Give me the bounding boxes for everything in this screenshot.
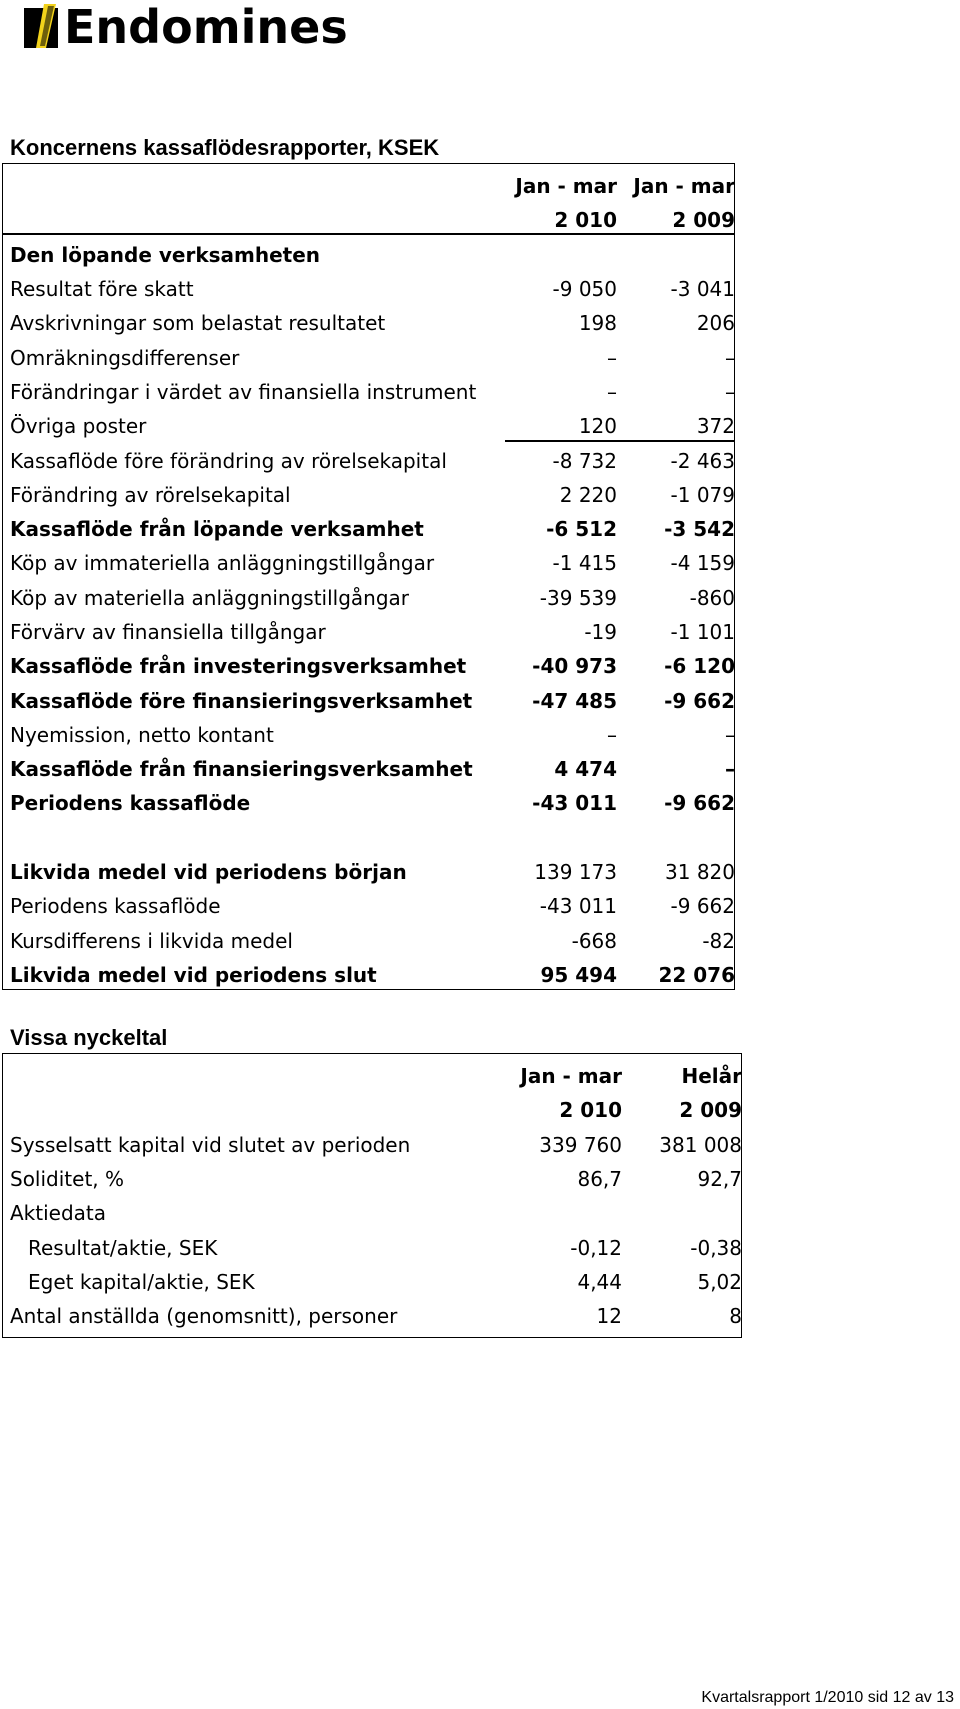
row-value: -47 485	[532, 688, 617, 713]
table-row	[2, 1162, 742, 1196]
header-cell	[2, 203, 482, 237]
row-value: -2 463	[670, 448, 735, 473]
table-row	[2, 409, 735, 443]
row-value: 31 820	[665, 860, 735, 885]
header-cell	[2, 169, 482, 203]
row-label: Nyemission, netto kontant	[10, 722, 274, 747]
row-value: 12	[596, 1304, 622, 1329]
header-cell: 2 010	[559, 1098, 622, 1123]
row-value: -43 011	[532, 791, 617, 816]
row-value: -39 539	[539, 585, 617, 610]
row-label: Omräkningsdifferenser	[10, 345, 240, 370]
table-row	[2, 1299, 742, 1333]
row-value: 95 494	[540, 962, 617, 987]
row-value: 5,02	[697, 1269, 742, 1294]
table-row	[2, 786, 735, 820]
row-label: Avskrivningar som belastat resultatet	[10, 311, 386, 336]
table-row	[2, 512, 735, 546]
row-value: -9 662	[670, 894, 735, 919]
row-value: -1 101	[670, 620, 735, 644]
row-label: Förändring av rörelsekapital	[10, 482, 291, 507]
row-label: Soliditet, %	[10, 1167, 125, 1192]
row-value: -860	[689, 585, 735, 610]
row-value: 8	[729, 1304, 742, 1329]
company-logo	[22, 2, 348, 52]
row-label: Kassaflöde från finansieringsverksamhet	[10, 757, 473, 782]
table-row	[2, 958, 735, 992]
table-row	[2, 238, 735, 272]
row-value: –	[725, 379, 735, 404]
row-value: 22 076	[658, 962, 735, 987]
row-label: Förvärv av finansiella tillgångar	[10, 620, 326, 644]
table-row	[2, 272, 735, 306]
row-label: Övriga poster	[10, 414, 147, 439]
row-value: –	[725, 722, 735, 747]
table-row	[2, 855, 735, 889]
row-value: 92,7	[697, 1167, 742, 1192]
row-label: Sysselsatt kapital vid slutet av perioden	[10, 1132, 411, 1157]
header-cell: Helår	[681, 1064, 742, 1089]
table-row	[2, 1265, 742, 1299]
row-value: –	[725, 757, 735, 782]
table-row	[2, 546, 735, 580]
row-value	[482, 821, 617, 855]
header-cell: 2 009	[679, 1098, 742, 1123]
row-label: Köp av immateriella anläggningstillgångar	[10, 551, 435, 576]
row-value: -1 079	[670, 482, 735, 507]
row-label: Kassaflöde före förändring av rörelsekapital	[10, 448, 447, 473]
row-value: -40 973	[532, 654, 617, 679]
table-row	[2, 752, 735, 786]
page-footer: Kvartalsrapport 1/2010 sid 12 av 13	[701, 1689, 954, 1706]
row-value: -0,38	[690, 1235, 742, 1260]
row-value: -3 041	[670, 277, 735, 302]
table-header-row	[2, 1093, 742, 1127]
row-label: Aktiedata	[10, 1201, 107, 1226]
header-cell: 2 010	[554, 208, 617, 233]
table-row	[2, 443, 735, 477]
row-value: 381 008	[659, 1132, 742, 1157]
row-value: -4 159	[670, 551, 735, 576]
row-value: 198	[578, 311, 617, 336]
table-row	[2, 889, 735, 923]
row-value: 339 760	[539, 1132, 622, 1157]
row-value	[482, 238, 617, 272]
row-value: -0,12	[570, 1235, 622, 1260]
table-row	[2, 924, 735, 958]
row-label: Kassaflöde från investeringsverksamhet	[10, 654, 467, 679]
header-cell: Jan - mar	[633, 174, 735, 199]
row-label: Resultat före skatt	[10, 277, 194, 302]
row-label: Resultat/aktie, SEK	[28, 1235, 218, 1260]
row-label: Likvida medel vid periodens början	[10, 860, 407, 885]
row-value: -3 542	[664, 517, 735, 542]
row-label: Antal anställda (genomsnitt), personer	[10, 1304, 398, 1329]
keyfigures-table	[2, 1059, 742, 1333]
row-label: Likvida medel vid periodens slut	[10, 962, 377, 987]
row-label: Köp av materiella anläggningstillgångar	[10, 585, 410, 610]
row-label: Periodens kassaflöde	[10, 791, 251, 816]
table-row	[2, 1128, 742, 1162]
row-value: 4,44	[577, 1269, 622, 1294]
table-header-row	[2, 1059, 742, 1093]
row-label: Periodens kassaflöde	[10, 894, 221, 919]
row-label: Kursdifferens i likvida medel	[10, 928, 293, 953]
row-value	[617, 238, 735, 272]
row-value: –	[725, 345, 735, 370]
row-value: -43 011	[539, 894, 617, 919]
row-value: –	[607, 379, 617, 404]
row-value: -9 050	[552, 277, 617, 302]
row-value: -9 662	[664, 688, 735, 713]
row-value	[622, 1196, 742, 1230]
header-cell: Jan - mar	[515, 174, 617, 199]
row-value	[617, 821, 735, 855]
table-row	[2, 683, 735, 717]
row-value: 372	[696, 414, 735, 439]
table-header-row	[2, 203, 735, 237]
row-label	[2, 821, 482, 855]
row-value: 4 474	[554, 757, 617, 782]
keyfigures-title: Vissa nyckeltal	[10, 1025, 168, 1050]
row-value	[482, 1196, 622, 1230]
row-value: 120	[578, 414, 617, 439]
row-label: Kassaflöde före finansieringsverksamhet	[10, 688, 473, 713]
row-value: 139 173	[534, 860, 617, 885]
row-value: 206	[696, 311, 735, 336]
header-cell	[2, 1059, 482, 1093]
table-row	[2, 821, 735, 855]
row-value: -9 662	[664, 791, 735, 816]
row-value: 2 220	[559, 482, 617, 507]
table-row	[2, 375, 735, 409]
table-header-row	[2, 169, 735, 203]
row-value: –	[607, 345, 617, 370]
logo-text: Endomines	[64, 0, 348, 54]
row-value: -6 512	[546, 517, 617, 542]
cashflow-title: Koncernens kassaflödesrapporter, KSEK	[10, 135, 440, 160]
table-row	[2, 718, 735, 752]
row-label: Den löpande verksamheten	[10, 242, 321, 267]
header-cell: 2 009	[672, 208, 735, 233]
row-label: Förändringar i värdet av finansiella instrument	[10, 379, 477, 404]
header-cell	[2, 1093, 482, 1127]
row-value: -19	[584, 620, 617, 644]
row-value: -82	[702, 928, 735, 953]
cashflow-table	[2, 169, 735, 992]
table-row	[2, 340, 735, 374]
row-label: Eget kapital/aktie, SEK	[28, 1269, 255, 1294]
row-value: 86,7	[577, 1167, 622, 1192]
table-row	[2, 1196, 742, 1230]
table-row	[2, 615, 735, 649]
header-cell: Jan - mar	[520, 1064, 622, 1089]
row-value: -1 415	[552, 551, 617, 576]
row-value: –	[607, 722, 617, 747]
row-value: -668	[571, 928, 617, 953]
row-value: -6 120	[664, 654, 735, 679]
table-row	[2, 581, 735, 615]
table-row	[2, 649, 735, 683]
row-label: Kassaflöde från löpande verksamhet	[10, 517, 424, 542]
table-row	[2, 1230, 742, 1264]
endomines-logo-mark-icon	[22, 4, 62, 50]
table-row	[2, 478, 735, 512]
table-row	[2, 306, 735, 340]
row-value: -8 732	[552, 448, 617, 473]
